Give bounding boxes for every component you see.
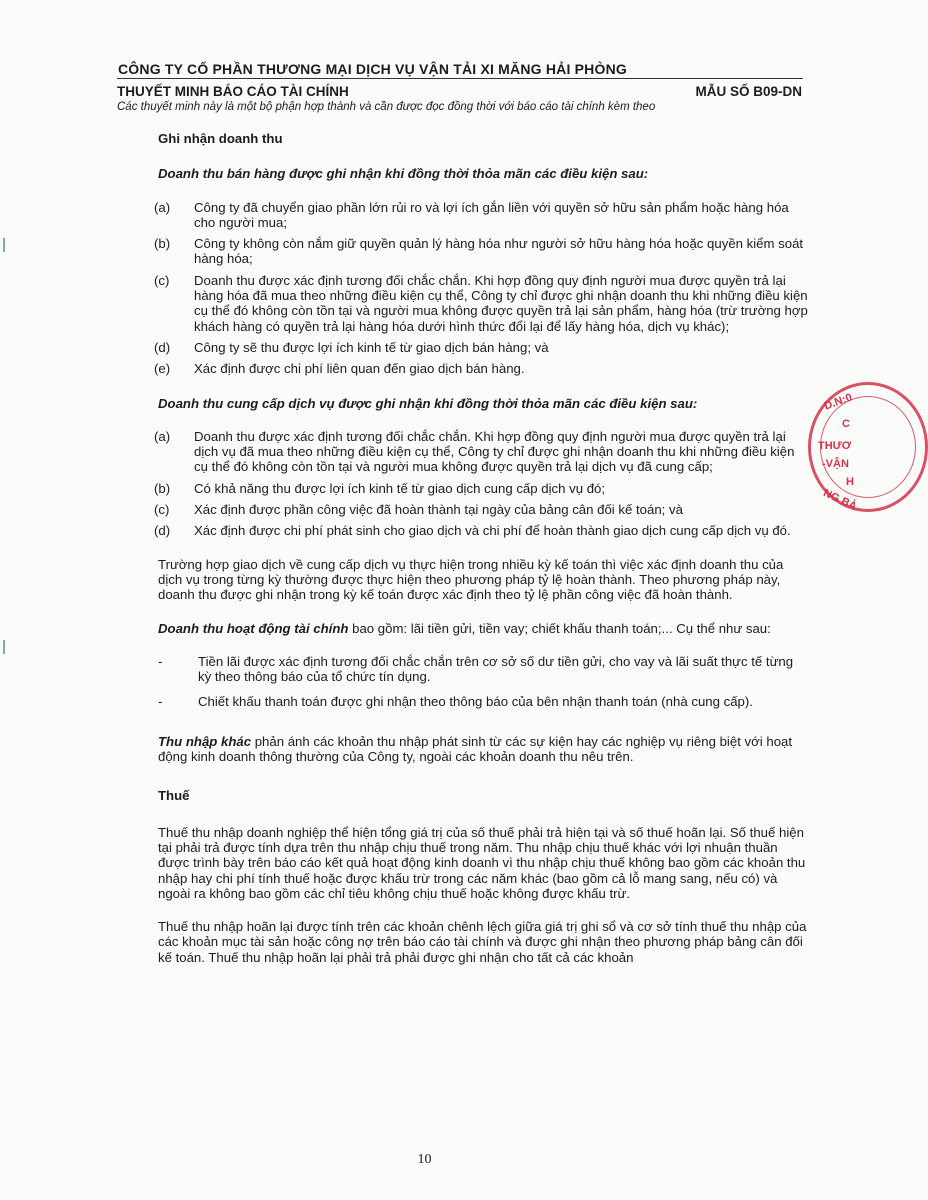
header-rule	[117, 78, 803, 79]
service-revenue-heading: Doanh thu cung cấp dịch vụ được ghi nhận khi đồng thời thỏa mãn các điều kiện sau:	[158, 395, 698, 411]
list-text: Doanh thu được xác định tương đối chắc chắn. Khi hợp đồng quy định người mua được quyền trả lại hàng hóa đã mua theo những điều kiện cụ thể, Công ty chỉ được ghi nhận doanh thu khi những điều kiện cụ thể đó không còn tồn tại và người mua không được quyền trả lại sản phẩm, hàng hóa (trừ trường hợp khách hàng có quyền trả lại hàng hóa dưới hình thức đổi lại để lấy hàng hóa, dịch vụ khác);	[194, 272, 808, 334]
list-text: Tiền lãi được xác định tương đối chắc chắn trên cơ sở số dư tiền gửi, cho vay và lãi suất thực tế từng kỳ theo thông báo của tổ chức tín dụng.	[198, 653, 794, 685]
list-marker: -	[158, 653, 163, 669]
list-text: Chiết khấu thanh toán được ghi nhận theo thông báo của bên nhận thanh toán (nhà cung cấp).	[198, 694, 753, 710]
list-text: Xác định được chi phí liên quan đến giao dịch bán hàng.	[194, 361, 525, 377]
list-marker: (a)	[154, 199, 171, 215]
list-item	[154, 428, 808, 475]
revenue-heading: Ghi nhận doanh thu	[158, 131, 283, 146]
service-conditions-list	[154, 428, 808, 539]
sales-revenue-heading: Doanh thu bán hàng được ghi nhận khi đồng thời thỏa mãn các điều kiện sau:	[158, 166, 649, 182]
list-item	[154, 480, 808, 496]
list-marker: (d)	[154, 339, 171, 355]
other-income-text: phản ánh các khoản thu nhập phát sinh từ các sự kiện hay các nghiệp vụ riêng biệt với hoạt động kinh doanh thông thường của Công ty, ngoài các khoản doanh thu nêu trên.	[158, 733, 793, 765]
company-name: CÔNG TY CỔ PHẦN THƯƠNG MẠI DỊCH VỤ VẬN TẢI XI MĂNG HẢI PHÒNG	[118, 61, 627, 77]
document-title: THUYẾT MINH BÁO CÁO TÀI CHÍNH	[117, 84, 349, 99]
list-item	[154, 199, 808, 231]
list-text: Công ty đã chuyển giao phần lớn rủi ro và lợi ích gắn liền với quyền sở hữu sản phẩm hoặc hàng hóa cho người mua;	[194, 199, 789, 230]
other-income-paragraph	[158, 734, 808, 765]
document-note: Các thuyết minh này là một bộ phận hợp thành và cần được đọc đồng thời với báo cáo tài chính kèm theo	[117, 101, 656, 113]
list-item	[154, 236, 808, 267]
other-income-lead: Thu nhập khác	[158, 733, 252, 749]
list-marker: (e)	[154, 361, 171, 377]
financial-income-list	[158, 654, 808, 710]
form-number: MẪU SỐ B09-DN	[695, 84, 802, 99]
page-number: 10	[417, 1152, 432, 1167]
financial-income-paragraph	[158, 621, 808, 636]
list-marker: (a)	[154, 428, 171, 444]
list-item	[154, 339, 808, 355]
list-item	[154, 272, 808, 334]
list-marker: (c)	[154, 502, 170, 518]
tax-heading: Thuế	[158, 788, 190, 804]
list-item	[154, 523, 808, 539]
list-text: Có khả năng thu được lợi ích kinh tế từ giao dịch cung cấp dịch vụ đó;	[194, 480, 606, 496]
scan-mark	[3, 238, 5, 252]
list-item	[154, 502, 808, 518]
list-item	[158, 654, 808, 685]
list-item	[154, 361, 808, 377]
financial-income-text: bao gồm: lãi tiền gửi, tiền vay; chiết khấu thanh toán;... Cụ thể như sau:	[348, 620, 771, 636]
document-body	[154, 131, 808, 965]
list-marker: (d)	[154, 523, 171, 539]
list-text: Công ty không còn nắm giữ quyền quản lý hàng hóa như người sở hữu hàng hóa hoặc quyền kiểm soát hàng hóa;	[194, 236, 804, 267]
list-text: Xác định được chi phí phát sinh cho giao dịch và chi phí để hoàn thành giao dịch cung cấp dịch vụ đó.	[194, 523, 791, 539]
financial-income-lead: Doanh thu hoạt động tài chính	[158, 620, 349, 636]
list-marker: (b)	[154, 480, 171, 496]
company-seal-stamp: D.N:0 C THƯƠ -VẬN H NG BÀ	[808, 382, 898, 522]
list-text: Doanh thu được xác định tương đối chắc chắn. Khi hợp đồng quy định người mua được quyền trả lại dịch vụ đã mua theo những điều kiện cụ thể, Công ty chỉ được ghi nhận doanh thu khi những điều kiện cụ thể đó không còn tồn tại và người mua không được quyền trả lại dịch vụ đã cung cấp;	[194, 428, 795, 475]
list-item	[158, 694, 808, 709]
list-marker: (c)	[154, 272, 170, 288]
sales-conditions-list	[154, 199, 808, 377]
list-text: Công ty sẽ thu được lợi ích kinh tế từ giao dịch bán hàng; và	[194, 339, 549, 355]
scan-mark	[3, 640, 5, 654]
tax-paragraph-2: Thuế thu nhập hoãn lại được tính trên các khoản chênh lệch giữa giá trị ghi sổ và cơ sở tính thuế thu nhập của các khoản mục tài sản hoặc công nợ trên báo cáo tài chính và được ghi nhận theo phương pháp bảng cân đối kế toán. Thuế thu nhập hoãn lại phải trả phải được ghi nhận cho tất cả các khoản	[158, 919, 807, 965]
multi-period-paragraph: Trường hợp giao dịch về cung cấp dịch vụ thực hiện trong nhiều kỳ kế toán thì việc xác định doanh thu của dịch vụ trong từng kỳ thường được thực hiện theo phương pháp tỷ lệ hoàn thành. Theo phương pháp này, doanh thu được ghi nhận trong kỳ kế toán được xác định theo tỷ lệ phần công việc đã hoàn thành.	[158, 556, 784, 603]
list-text: Xác định được phần công việc đã hoàn thành tại ngày của bảng cân đối kế toán; và	[194, 502, 683, 518]
list-marker: -	[158, 694, 163, 710]
tax-paragraph-1: Thuế thu nhập doanh nghiệp thể hiện tổng giá trị của số thuế phải trả hiện tại và số thuế hoãn lại. Số thuế hiện tại phải trả được tính dựa trên thu nhập chịu thuế trong năm. Thu nhập chịu thuế khác với lợi nhuận thuần được trình bày trên báo cáo kết quả hoạt động kinh doanh vì thu nhập chịu thuế không bao gồm các khoản thu nhập hay chi phí tính thuế hoặc được khấu trừ trong các năm khác (bao gồm cả lỗ mang sang, nếu có) và ngoài ra không bao gồm các chỉ tiêu không chịu thuế hoặc không được khấu trừ.	[158, 824, 806, 901]
list-marker: (b)	[154, 236, 171, 252]
